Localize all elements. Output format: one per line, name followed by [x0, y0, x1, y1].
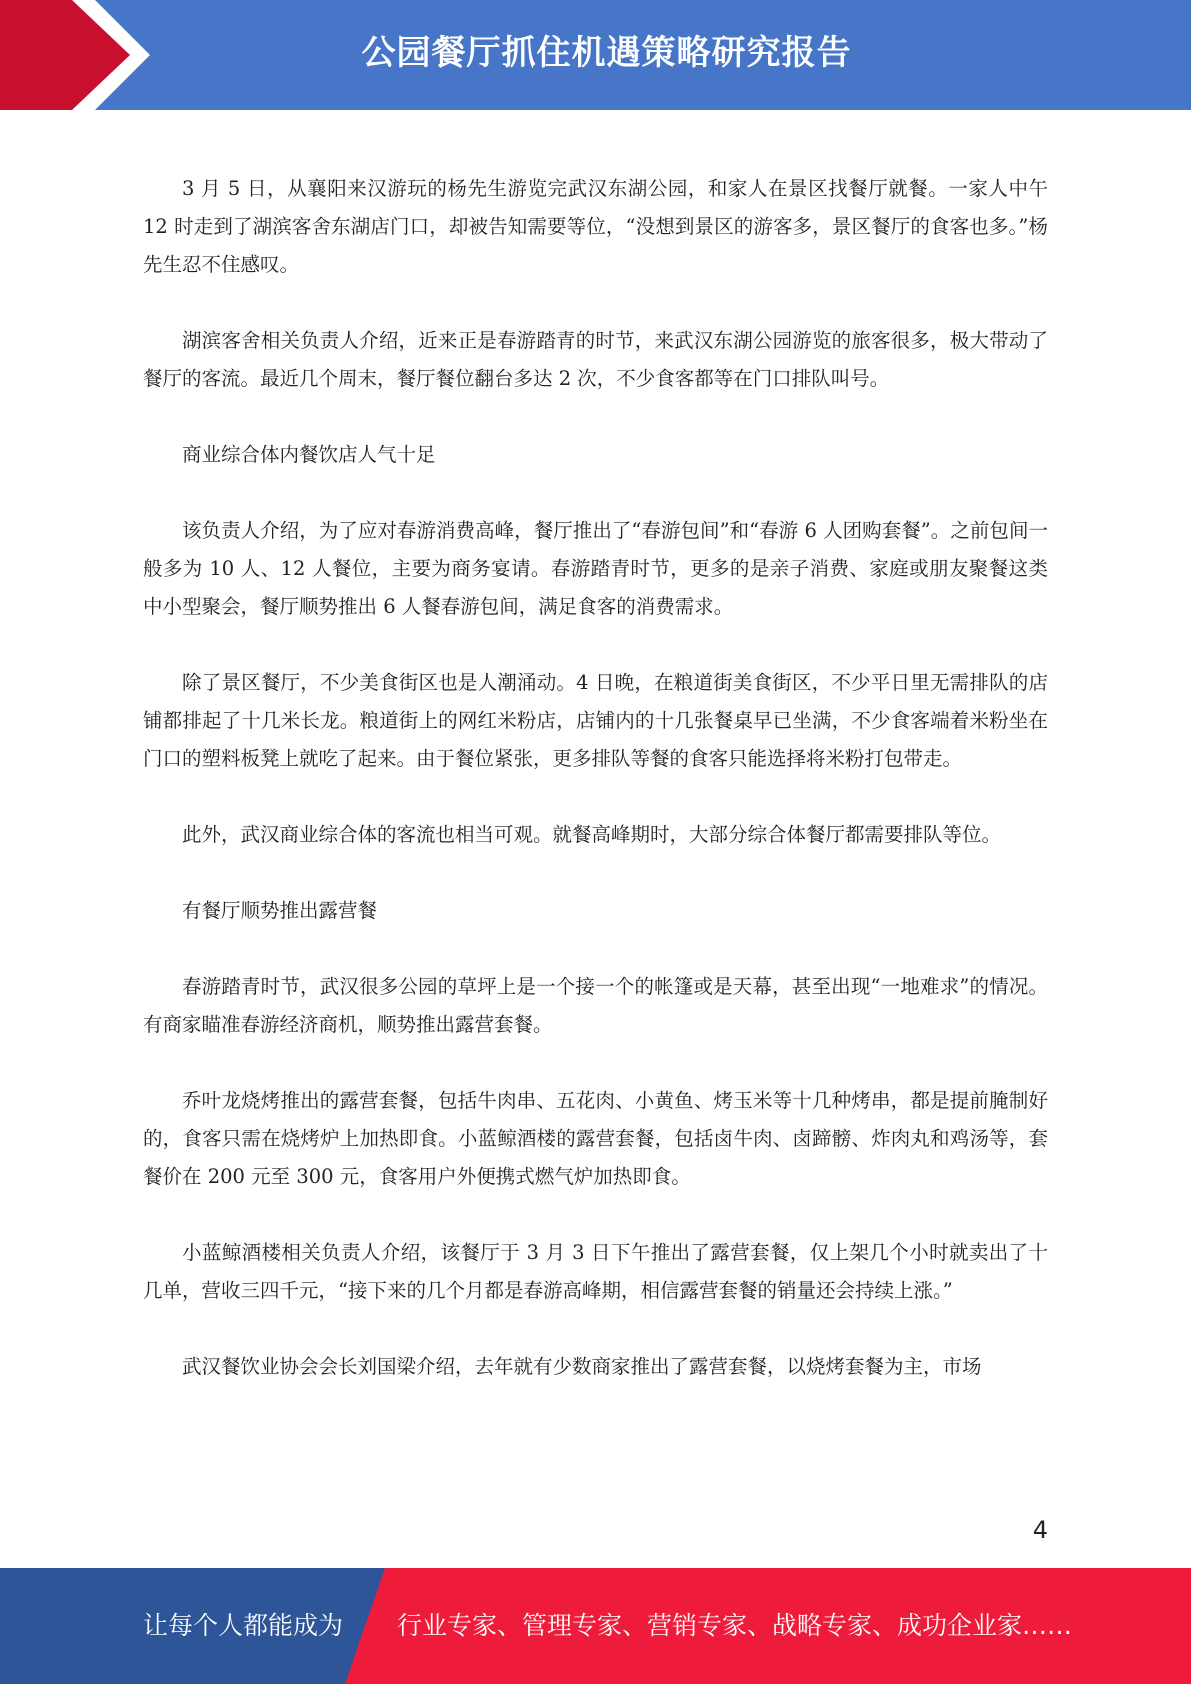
- paragraph-5: 此外，武汉商业综合体的客流也相当可观。就餐高峰期时，大部分综合体餐厅都需要排队等位。: [182, 823, 1002, 846]
- paragraph-4: 除了景区餐厅，不少美食街区也是人潮涌动。4 日晚，在粮道街美食街区，不少平日里无需排队的店铺都排起了十几米长龙。粮道街上的网红米粉店，店铺内的十几张餐桌早已坐满，不少食客端着米粉坐在门口的塑料板凳上就吃了起来。由于餐位紧张，更多排队等餐的食客只能选择将米粉打包带走。: [143, 671, 1048, 770]
- page-number: 4: [1032, 1516, 1048, 1544]
- paragraph-1: 3 月 5 日，从襄阳来汉游玩的杨先生游览完武汉东湖公园，和家人在景区找餐厅就餐。一家人中午 12 时走到了湖滨客舍东湖店门口，却被告知需要等位，“没想到景区的游客多，景区餐厅的食客也多。”杨先生忍不住感叹。: [143, 177, 1048, 276]
- section-heading-commercial-complex: 商业综合体内餐饮店人气十足: [182, 443, 436, 466]
- header-banner: [0, 0, 1191, 110]
- paragraph-2: 湖滨客舍相关负责人介绍，近来正是春游踏青的时节，来武汉东湖公园游览的旅客很多，极大带动了餐厅的客流。最近几个周末，餐厅餐位翻台多达 2 次，不少食客都等在门口排队叫号。: [143, 329, 1048, 390]
- article-body: [143, 170, 1048, 1386]
- paragraph-3: 该负责人介绍，为了应对春游消费高峰，餐厅推出了“春游包间”和“春游 6 人团购套餐”。之前包间一般多为 10 人、12 人餐位，主要为商务宴请。春游踏青时节，更多的是亲子消费、家庭或朋友聚餐这类中小型聚会，餐厅顺势推出 6 人餐春游包间，满足食客的消费需求。: [143, 519, 1048, 618]
- section-heading-camping-meal: 有餐厅顺势推出露营餐: [182, 899, 378, 922]
- paragraph-9: 武汉餐饮业协会会长刘国梁介绍，去年就有少数商家推出了露营套餐，以烧烤套餐为主，市场: [182, 1355, 982, 1378]
- document-title: 公园餐厅抓住机遇策略研究报告: [361, 33, 852, 73]
- footer-slogan-right: 行业专家、管理专家、营销专家、战略专家、成功企业家……: [397, 1611, 1073, 1640]
- footer-slogan-left: 让每个人都能成为: [143, 1611, 344, 1640]
- paragraph-7: 乔叶龙烧烤推出的露营套餐，包括牛肉串、五花肉、小黄鱼、烤玉米等十几种烤串，都是提前腌制好的，食客只需在烧烤炉上加热即食。小蓝鲸酒楼的露营套餐，包括卤牛肉、卤蹄髈、炸肉丸和鸡汤等，套餐价在 200 元至 300 元，食客用户外便携式燃气炉加热即食。: [143, 1089, 1048, 1188]
- paragraph-8: 小蓝鲸酒楼相关负责人介绍，该餐厅于 3 月 3 日下午推出了露营套餐，仅上架几个小时就卖出了十几单，营收三四千元，“接下来的几个月都是春游高峰期，相信露营套餐的销量还会持续上涨。”: [143, 1241, 1048, 1302]
- paragraph-6: 春游踏青时节，武汉很多公园的草坪上是一个接一个的帐篷或是天幕，甚至出现“一地难求”的情况。有商家瞄准春游经济商机，顺势推出露营套餐。: [143, 975, 1048, 1036]
